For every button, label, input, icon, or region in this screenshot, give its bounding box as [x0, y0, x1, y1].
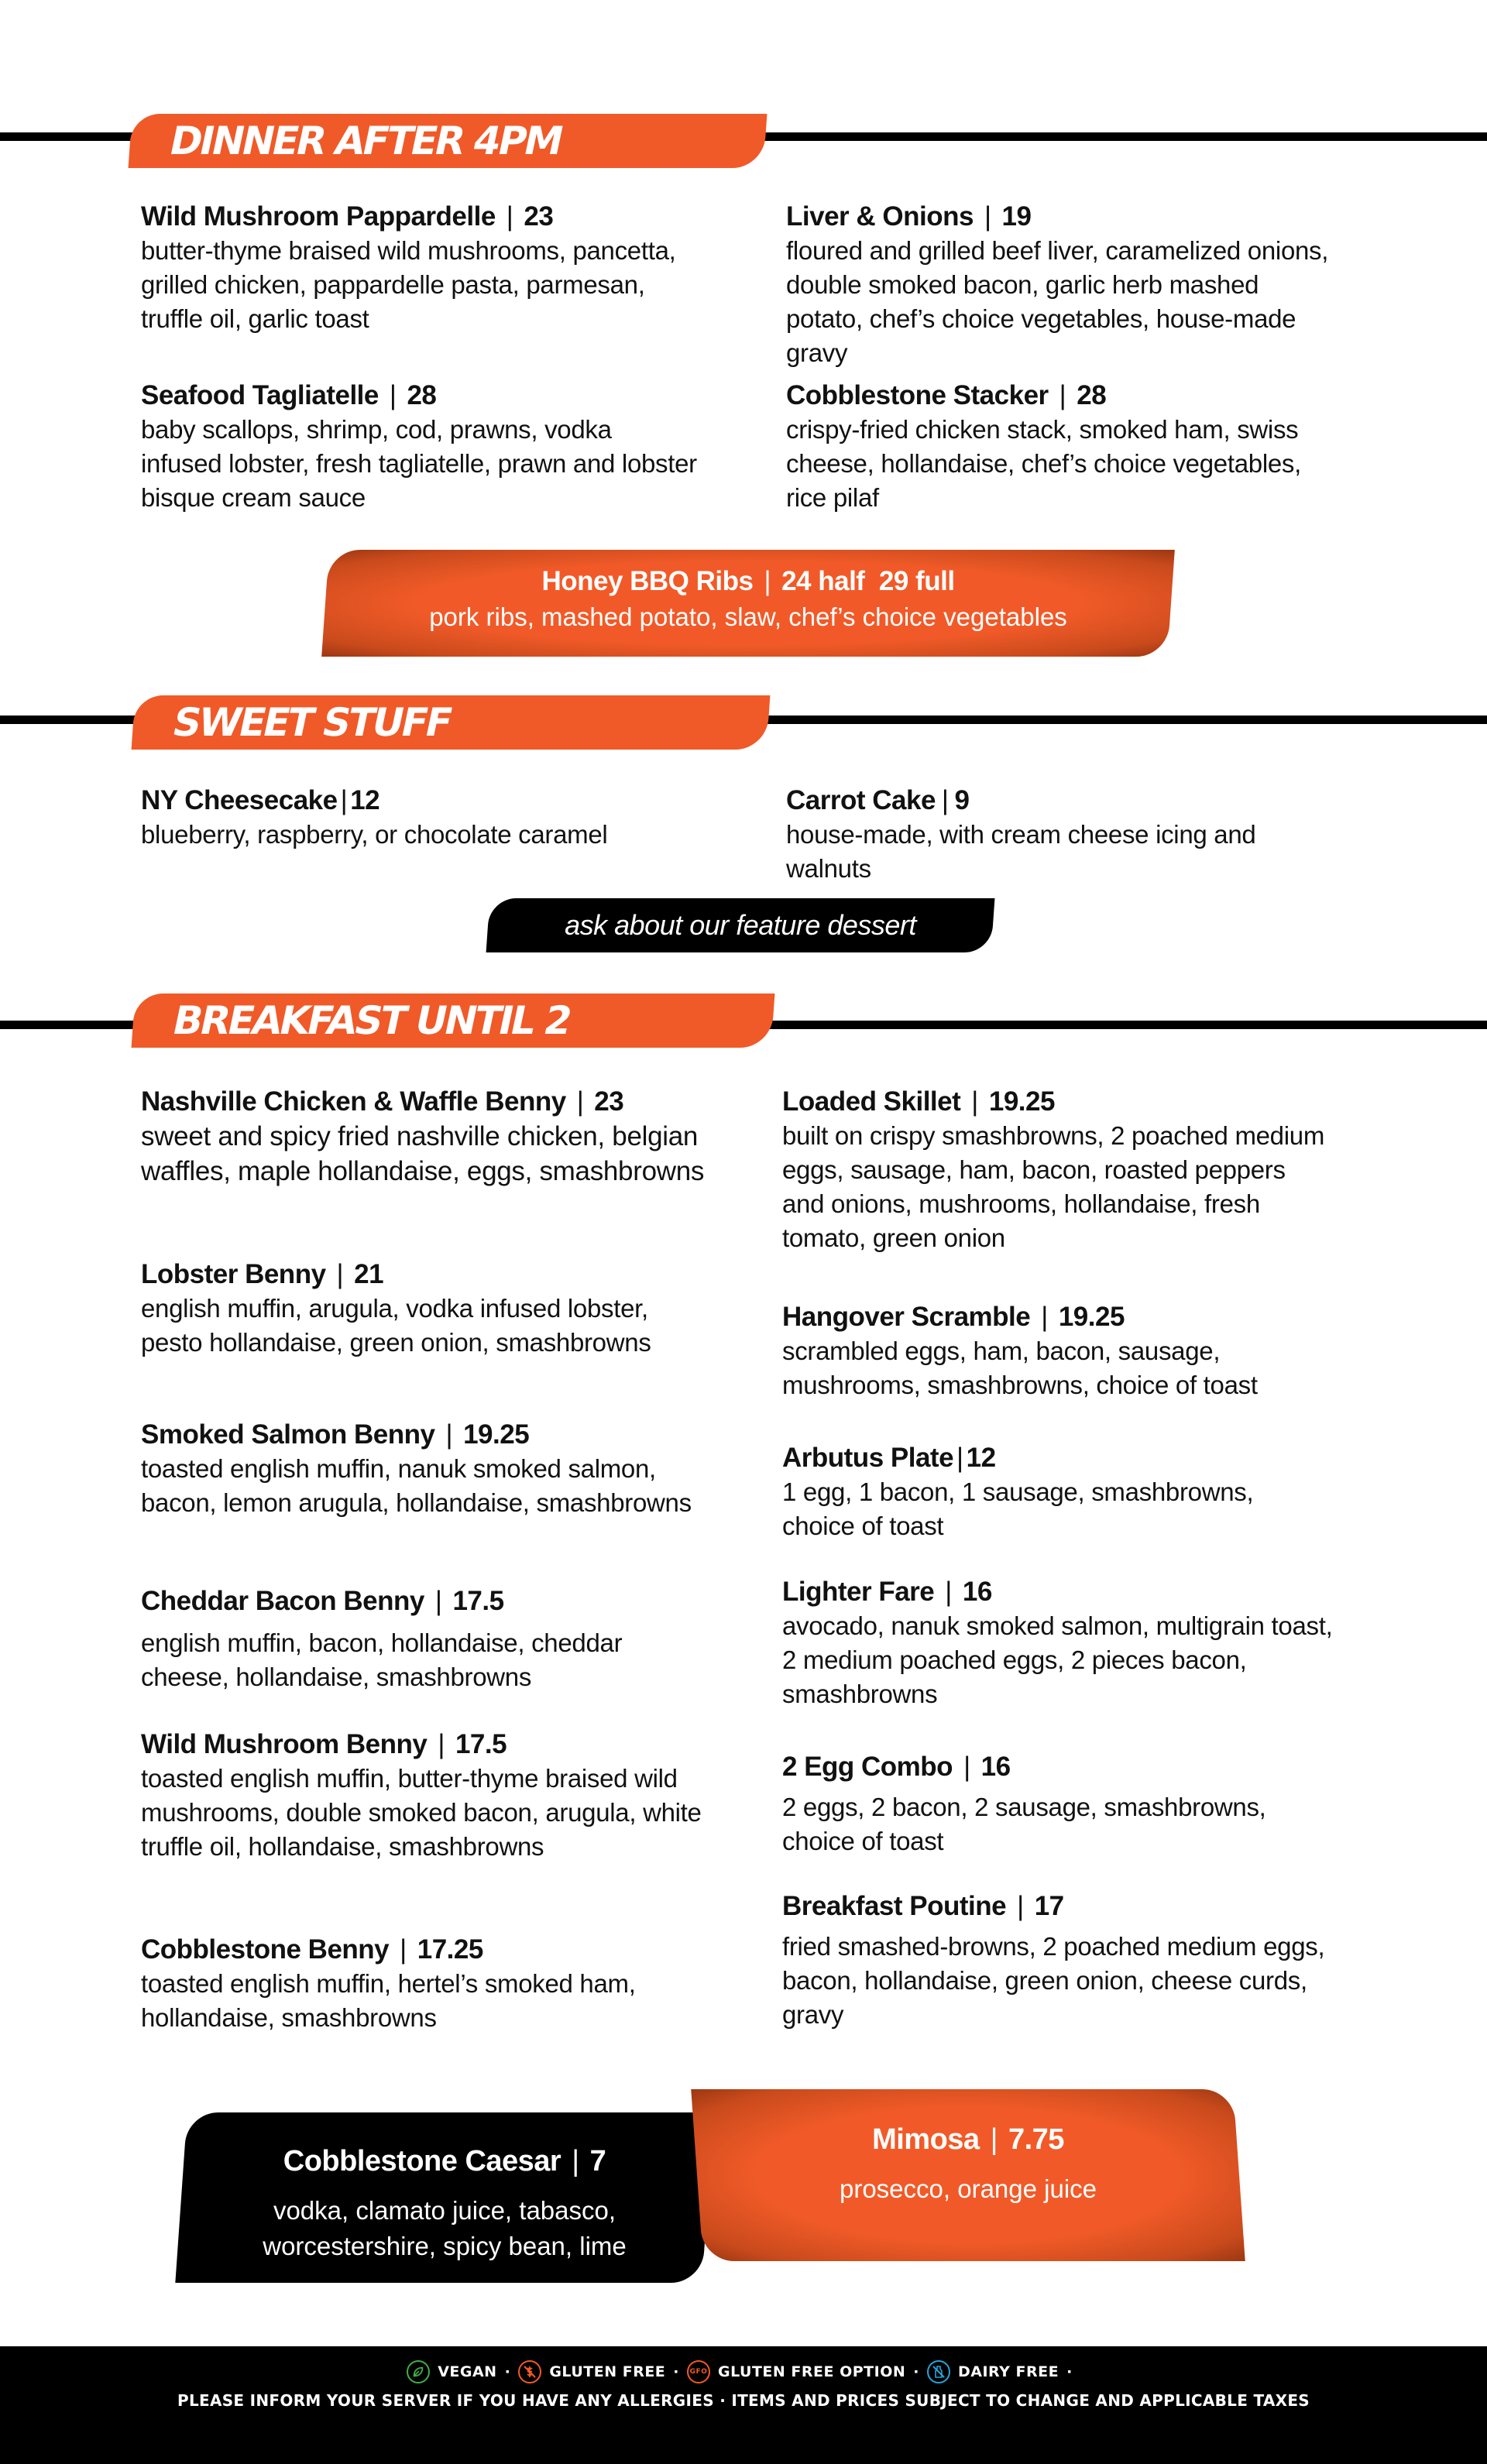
- item-price: 17: [1034, 1891, 1064, 1921]
- item-price: 23: [594, 1086, 624, 1117]
- legend-gluten-free-option: GFO GLUTEN FREE OPTION ·: [687, 2360, 927, 2383]
- item-name: Arbutus Plate: [782, 1443, 954, 1473]
- item-price: 21: [354, 1259, 384, 1289]
- menu-item: Lighter Fare | 16 avocado, nanuk smoked salmon, multigrain toast, 2 medium poached eggs, 2 pieces bacon, smashbrowns: [782, 1575, 1371, 1711]
- item-description: blueberry, raspberry, or chocolate caramel: [141, 820, 608, 849]
- item-description: house-made, with cream cheese icing and walnuts: [786, 820, 1256, 883]
- menu-item: Lobster Benny | 21 english muffin, arugula, vodka infused lobster, pesto hollandaise, green onion, smashbrowns: [141, 1258, 730, 1360]
- mimosa-drink-banner: Mimosa | 7.75 prosecco, orange juice: [697, 2089, 1239, 2261]
- item-name: Cobblestone Caesar: [283, 2145, 561, 2177]
- item-description: crispy-fried chicken stack, smoked ham, swiss cheese, hollandaise, chef’s choice vegetables, rice pilaf: [786, 415, 1301, 512]
- item-price: 17.5: [455, 1729, 507, 1759]
- item-price: 7.75: [1008, 2123, 1064, 2156]
- menu-item: Smoked Salmon Benny | 19.25 toasted english muffin, nanuk smoked salmon, bacon, lemon arugula, hollandaise, smashbrowns: [141, 1418, 730, 1520]
- item-description: sweet and spicy fried nashville chicken, belgian waffles, maple hollandaise, eggs, smashbrowns: [141, 1121, 705, 1186]
- item-price: 16: [962, 1577, 992, 1607]
- menu-item: Cobblestone Stacker | 28 crispy-fried chicken stack, smoked ham, swiss cheese, hollandaise, chef’s choice vegetables, rice pilaf: [786, 379, 1375, 515]
- section-title: SWEET STUFF: [168, 700, 455, 745]
- caesar-drink-banner: Cobblestone Caesar | 7 vodka, clamato juice, tabasco, worcestershire, spicy bean, lime: [181, 2112, 708, 2283]
- section-header-breakfast: [132, 993, 775, 1048]
- section-header-sweet: [132, 695, 771, 750]
- menu-item: Loaded Skillet | 19.25 built on crispy smashbrowns, 2 poached medium eggs, sausage, ham, bacon, roasted peppers and onions, mushrooms, hollandaise, fresh tomato, green onion: [782, 1085, 1371, 1255]
- menu-item: Wild Mushroom Pappardelle | 23 butter-thyme braised wild mushrooms, pancetta, grilled chicken, pappardelle pasta, parmesan, truffle oil, garlic toast: [141, 200, 730, 336]
- item-description: 1 egg, 1 bacon, 1 sausage, smashbrowns, choice of toast: [782, 1477, 1254, 1540]
- footer: [0, 2346, 1487, 2464]
- leaf-icon: [407, 2360, 430, 2383]
- menu-item: Carrot Cake | 9 house-made, with cream cheese icing and walnuts: [786, 784, 1375, 886]
- no-milk-icon: [927, 2360, 950, 2383]
- menu-item: NY Cheesecake | 12 blueberry, raspberry, or chocolate caramel: [141, 784, 730, 852]
- item-description: 2 eggs, 2 bacon, 2 sausage, smashbrowns, choice of toast: [782, 1793, 1266, 1855]
- feature-dessert-note: ask about our feature dessert: [488, 898, 993, 952]
- item-description: fried smashed-browns, 2 poached medium eggs, bacon, hollandaise, green onion, cheese curds, gravy: [782, 1932, 1325, 2029]
- item-name: Loaded Skillet: [782, 1086, 961, 1117]
- item-price: 17.5: [452, 1586, 504, 1616]
- menu-item: Hangover Scramble | 19.25 scrambled eggs, ham, bacon, sausage, mushrooms, smashbrowns, choice of toast: [782, 1300, 1371, 1402]
- item-price: 19: [1001, 201, 1032, 232]
- menu-item: Cheddar Bacon Benny | 17.5 english muffin, bacon, hollandaise, cheddar cheese, hollandaise, smashbrowns: [141, 1584, 730, 1694]
- item-description: worcestershire, spicy bean, lime: [263, 2232, 627, 2260]
- item-name: Mimosa: [872, 2123, 980, 2156]
- item-description: pork ribs, mashed potato, slaw, chef’s choice vegetables: [429, 602, 1067, 631]
- item-description: baby scallops, shrimp, cod, prawns, vodka infused lobster, fresh tagliatelle, prawn and lobster bisque cream sauce: [141, 415, 697, 512]
- legend-gluten-free: GLUTEN FREE ·: [518, 2360, 687, 2383]
- legend-dairy-free: DAIRY FREE ·: [927, 2360, 1080, 2383]
- item-name: Wild Mushroom Benny: [141, 1729, 428, 1759]
- item-name: Carrot Cake: [786, 785, 936, 815]
- featured-item-banner: Honey BBQ Ribs | 24 half 29 full pork ribs, mashed potato, slaw, chef’s choice vegetables: [325, 550, 1171, 657]
- item-description: avocado, nanuk smoked salmon, multigrain toast, 2 medium poached eggs, 2 pieces bacon, smashbrowns: [782, 1611, 1333, 1708]
- menu-item: 2 Egg Combo | 16 2 eggs, 2 bacon, 2 sausage, smashbrowns, choice of toast: [782, 1750, 1371, 1858]
- menu-item: Liver & Onions | 19 floured and grilled beef liver, caramelized onions, double smoked bacon, garlic herb mashed potato, chef’s choice vegetables, house-made gravy: [786, 200, 1375, 370]
- item-description: english muffin, arugula, vodka infused lobster, pesto hollandaise, green onion, smashbrowns: [141, 1294, 651, 1357]
- item-price: 19.25: [988, 1086, 1055, 1117]
- item-name: Cobblestone Stacker: [786, 380, 1049, 410]
- item-description: toasted english muffin, butter-thyme braised wild mushrooms, double smoked bacon, arugula, white truffle oil, hollandaise, smashbrowns: [141, 1764, 702, 1861]
- section-title: BREAKFAST UNTIL 2: [168, 998, 575, 1043]
- item-name: Wild Mushroom Pappardelle: [141, 201, 496, 232]
- legend-vegan: VEGAN ·: [407, 2360, 518, 2383]
- item-name: 2 Egg Combo: [782, 1752, 953, 1782]
- item-price: 7: [589, 2145, 606, 2177]
- allergy-notice: PLEASE INFORM YOUR SERVER IF YOU HAVE ANY ALLERGIES · ITEMS AND PRICES SUBJECT TO CHANGE AND APPLICABLE TAXES: [177, 2391, 1310, 2410]
- item-price: 19.25: [463, 1419, 530, 1450]
- item-name: Lobster Benny: [141, 1259, 326, 1289]
- item-name: Cobblestone Benny: [141, 1934, 390, 1965]
- item-price: 17.25: [417, 1934, 483, 1965]
- item-price: 28: [407, 380, 437, 410]
- dietary-legend: [0, 2360, 1487, 2383]
- item-description: scrambled eggs, ham, bacon, sausage, mushrooms, smashbrowns, choice of toast: [782, 1337, 1258, 1399]
- section-header-dinner: [129, 114, 768, 168]
- item-name: Honey BBQ Ribs: [541, 566, 754, 596]
- menu-item: Nashville Chicken & Waffle Benny | 23 sweet and spicy fried nashville chicken, belgian waffles, maple hollandaise, eggs, smashbrowns: [141, 1085, 730, 1189]
- item-name: Liver & Onions: [786, 201, 974, 232]
- item-description: toasted english muffin, hertel’s smoked ham, hollandaise, smashbrowns: [141, 1969, 636, 2032]
- item-description: toasted english muffin, nanuk smoked salmon, bacon, lemon arugula, hollandaise, smashbrowns: [141, 1454, 692, 1517]
- menu-item: Cobblestone Benny | 17.25 toasted english muffin, hertel’s smoked ham, hollandaise, smashbrowns: [141, 1933, 730, 2035]
- item-price: 19.25: [1058, 1302, 1125, 1332]
- item-description: english muffin, bacon, hollandaise, cheddar cheese, hollandaise, smashbrowns: [141, 1628, 623, 1691]
- item-name: Lighter Fare: [782, 1577, 935, 1607]
- menu-item: Wild Mushroom Benny | 17.5 toasted english muffin, butter-thyme braised wild mushrooms, double smoked bacon, arugula, white truffle oil, hollandaise, smashbrowns: [141, 1728, 730, 1864]
- item-name: Cheddar Bacon Benny: [141, 1586, 424, 1616]
- item-name: Hangover Scramble: [782, 1302, 1031, 1332]
- menu-item: Breakfast Poutine | 17 fried smashed-browns, 2 poached medium eggs, bacon, hollandaise, green onion, cheese curds, gravy: [782, 1889, 1371, 2032]
- item-price: 28: [1077, 380, 1107, 410]
- item-price: 9: [954, 785, 970, 815]
- item-description: butter-thyme braised wild mushrooms, pancetta, grilled chicken, pappardelle pasta, parmesan, truffle oil, garlic toast: [141, 236, 676, 333]
- no-wheat-icon: [518, 2360, 541, 2383]
- section-title: DINNER AFTER 4PM: [165, 118, 566, 163]
- item-name: Seafood Tagliatelle: [141, 380, 379, 410]
- item-price: 23: [524, 201, 554, 232]
- item-price: 24 half 29 full: [781, 566, 955, 596]
- item-description: built on crispy smashbrowns, 2 poached medium eggs, sausage, ham, bacon, roasted peppers and onions, mushrooms, hollandaise, fresh tomato, green onion: [782, 1121, 1325, 1252]
- item-name: Smoked Salmon Benny: [141, 1419, 435, 1450]
- menu-item: Arbutus Plate | 12 1 egg, 1 bacon, 1 sausage, smashbrowns, choice of toast: [782, 1441, 1371, 1543]
- item-name: Breakfast Poutine: [782, 1891, 1007, 1921]
- item-price: 16: [980, 1752, 1011, 1782]
- item-name: NY Cheesecake: [141, 785, 338, 815]
- gfo-icon: GFO: [687, 2360, 710, 2383]
- item-price: 12: [966, 1443, 996, 1473]
- menu-item: Seafood Tagliatelle | 28 baby scallops, shrimp, cod, prawns, vodka infused lobster, fresh tagliatelle, prawn and lobster bisque cream sauce: [141, 379, 730, 515]
- item-description: vodka, clamato juice, tabasco,: [273, 2196, 616, 2225]
- item-price: 12: [350, 785, 380, 815]
- item-name: Nashville Chicken & Waffle Benny: [141, 1086, 566, 1117]
- item-description: floured and grilled beef liver, caramelized onions, double smoked bacon, garlic herb mashed potato, chef’s choice vegetables, house-made gravy: [786, 236, 1329, 367]
- item-description: prosecco, orange juice: [839, 2174, 1097, 2203]
